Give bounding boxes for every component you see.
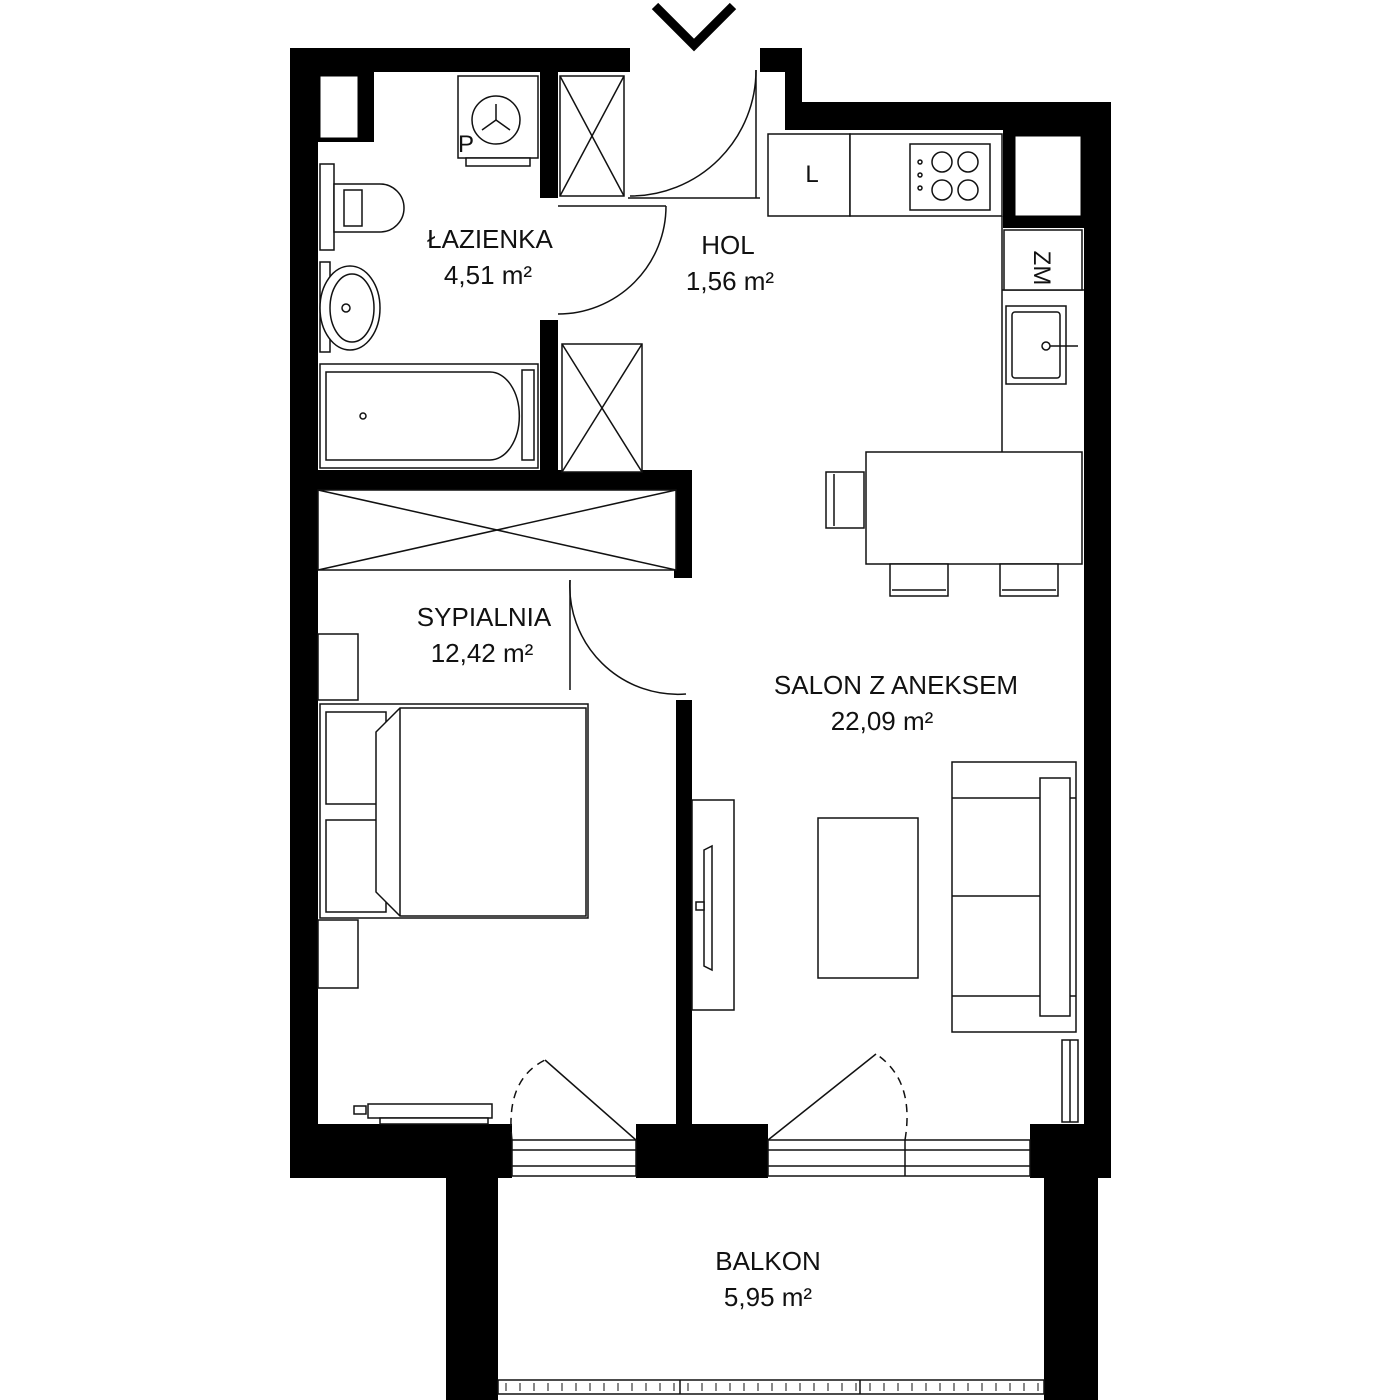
- room-label-bathroom: [427, 224, 553, 290]
- radiator-icon: [354, 1104, 492, 1124]
- dishwasher-icon: [1004, 230, 1082, 290]
- room-area-bedroom: 12,42 m²: [430, 638, 534, 668]
- bathtub-icon: [320, 364, 538, 468]
- entrance-door: [628, 70, 760, 198]
- window-living: [768, 1140, 1030, 1176]
- washing-machine-label: P: [457, 131, 475, 158]
- room-name-bedroom: SYPIALNIA: [416, 602, 552, 632]
- bedroom-door: [570, 580, 686, 694]
- room-area-living: 22,09 m²: [830, 706, 934, 736]
- sink-icon: [1006, 306, 1078, 384]
- room-name-balcony: BALKON: [715, 1246, 821, 1276]
- balcony-railing: [498, 1380, 1044, 1394]
- sofa-icon: [952, 762, 1076, 1032]
- washbasin-icon: [320, 262, 380, 352]
- balcony-door-living: [768, 1054, 907, 1140]
- radiator-living-icon: [1062, 1040, 1078, 1122]
- room-label-living: [774, 670, 1018, 736]
- dining-table: [826, 452, 1082, 596]
- room-area-hall: 1,56 m²: [685, 266, 775, 296]
- entrance-chevron-icon: [655, 6, 733, 45]
- room-name-living: SALON Z ANEKSEM: [773, 670, 1019, 700]
- fridge-label: L: [805, 161, 819, 188]
- wardrobe-hall-mid: [562, 344, 642, 472]
- room-area-balcony: 5,95 m²: [723, 1282, 813, 1312]
- room-label-hall: [686, 230, 774, 296]
- fridge-icon: [768, 134, 850, 216]
- coffee-table: [818, 818, 918, 978]
- room-label-balcony: [715, 1246, 821, 1312]
- washing-machine-icon: [458, 76, 538, 166]
- room-label-bedroom: [417, 602, 552, 668]
- toilet-icon: [320, 164, 404, 250]
- wardrobe-hall-top: [560, 76, 624, 196]
- wardrobe-bedroom: [318, 490, 676, 570]
- tv-stand: [692, 800, 734, 1010]
- cooktop-icon: [910, 144, 990, 210]
- bathroom-door: [558, 206, 666, 314]
- dishwasher-label: ZM: [1028, 250, 1055, 286]
- bed-icon: [318, 634, 588, 988]
- room-area-bathroom: 4,51 m²: [443, 260, 533, 290]
- balcony-door-bedroom: [511, 1060, 636, 1140]
- room-name-hall: HOL: [701, 230, 755, 260]
- window-bedroom: [512, 1140, 636, 1176]
- room-name-bathroom: ŁAZIENKA: [427, 224, 553, 254]
